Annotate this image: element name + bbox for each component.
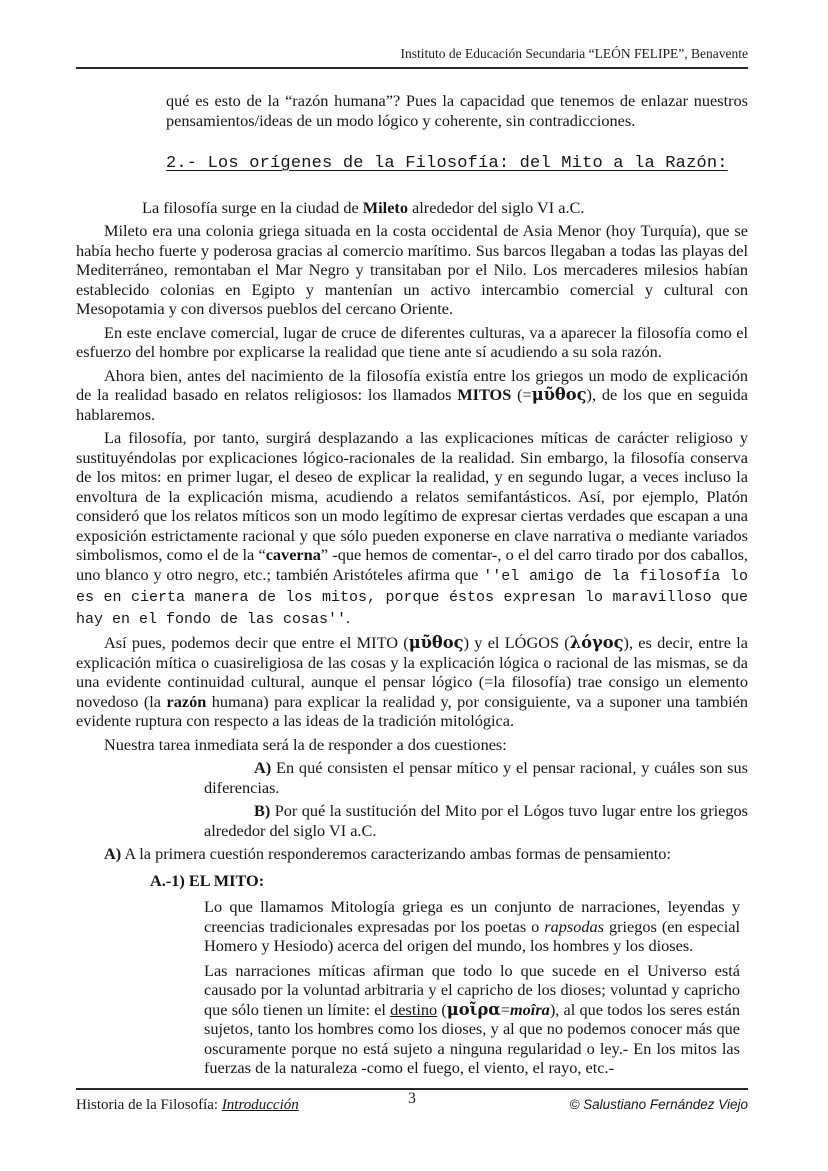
institution-name: Instituto de Educación Secundaria “LEÓN FELIPE”, Benavente bbox=[400, 46, 748, 61]
paragraph-tarea-inmediata: Nuestra tarea inmediata será la de responder a dos cuestiones: bbox=[104, 734, 507, 754]
header-rule bbox=[76, 67, 748, 69]
footer-document-title bbox=[76, 1090, 408, 1114]
question-item-a: A) En qué consisten el pensar mítico y el pensar racional, y cuáles son sus diferencias. bbox=[204, 758, 748, 797]
footer-section-label: Introducción bbox=[221, 1096, 299, 1113]
paragraph-mitos: Ahora bien, antes del nacimiento de la filosofía existía entre los griegos un modo de explicación de la realidad basado en relatos religiosos: los llamados MITOS (=μῦθος), de los que en seguida hablaremos. bbox=[76, 365, 748, 424]
paragraph-mileto-colonia: Mileto era una colonia griega situada en la costa occidental de Asia Menor (hoy Turquía), que se había hecho fuerte y poderosa gracias al comercio marítimo. Sus barcos llegaban a todas las playas del Mediterráneo, remontaban el Mar Negro y transitaban por el Nilo. Los mercaderes milesios habían establecido colonias en Egipto y mantenían un activo intercambio comercial y cultural con Mesopotamia y con diversos pueblos del cercano Oriente. bbox=[76, 221, 748, 318]
paragraph-container bbox=[76, 198, 748, 1078]
question-item-b: B) Por qué la sustitución del Mito por el Lógos tuvo lugar entre los griegos alrededor del siglo VI a.C. bbox=[204, 801, 748, 840]
paragraph-mitologia-griega: Lo que llamamos Mitología griega es un conjunto de narraciones, leyendas y creencias tradicionales expresadas por los poetas o rapsodas griegos (en especial Homero y Hesiodo) acerca del origen del mundo, los hombres y los dioses. bbox=[204, 897, 740, 955]
document-body bbox=[76, 91, 748, 1078]
footer-row bbox=[76, 1090, 748, 1114]
paragraph-narraciones-miticas: Las narraciones míticas afirman que todo lo que sucede en el Universo está causado por la voluntad arbitraria y el capricho de los dioses; voluntad y capricho que sólo tienen un límite: el destino (μοῖρα=moîra), al que todos los seres están sujetos, tanto los hombres como los dioses, y al que no podemos conocer más que oscuramente porque no está sujeto a ninguna regularidad o ley.- En los mitos las fuerzas de la naturaleza -como el fuego, el viento, el rayo, etc.- bbox=[204, 960, 741, 1077]
subheading-el-mito: A.-1) EL MITO: bbox=[150, 870, 265, 890]
page-header bbox=[76, 46, 748, 69]
section-heading bbox=[166, 154, 748, 174]
paragraph-enclave-comercial: En este enclave comercial, lugar de cruce de diferentes culturas, va a aparecer la filosofía como el esfuerzo del hombre por explicarse la realidad que tiene ante sí acudiendo a su sola razón. bbox=[76, 322, 748, 361]
page-number: 3 bbox=[408, 1089, 416, 1107]
section-heading-text: 2.- Los orígenes de la Filosofía: del Mito a la Razón: bbox=[166, 154, 728, 173]
paragraph-filosofia-desplaza-mitos: La filosofía, por tanto, surgirá desplazando a las explicaciones míticas de carácter religioso y sustituyéndolas por explicaciones lógico-racionales de la realidad. Sin embargo, la filosofía conserva de los mitos: en primer lugar, el deseo de explicar la realidad, y en segundo lugar, a veces incluso la envoltura de la explicación misma, acudiendo a relatos semifantásticos. Así, por ejemplo, Platón consideró que los relatos míticos son un modo legítimo de expresar ciertas verdades que escapan a una exposición estrictamente racional y que sólo pueden exponerse en clave narrativa o mediante variados simbolismos, como el de la “caverna” -que hemos de comentar-, o el del carro tirado por dos caballos, uno blanco y otro negro, etc.; también Aristóteles afirma que ''el amigo de la filosofía lo es en cierta manera de los mitos, porque éstos expresan lo maravilloso que hay en el fondo de las cosas''. bbox=[76, 428, 749, 628]
copyright-notice: © Salustiano Fernández Viejo bbox=[569, 1096, 748, 1112]
paragraph-mito-logos: Así pues, podemos decir que entre el MITO (μῦθος) y el LÓGOS (λόγος), es decir, entre la explicación mítica o cuasireligiosa de las cosas y la explicación lógica o racional de las mismas, se da una evidente continuidad cultural, aunque el pensar lógico (=la filosofía) trae consigo un elemento novedoso (la razón humana) para explicar la realidad y, por consiguiente, va a suponer una también evidente ruptura con respecto a las ideas de la tradición mitológica. bbox=[76, 633, 749, 730]
paragraph-intro: qué es esto de la “razón humana”? Pues la capacidad que tenemos de enlazar nuestros pensamientos/ideas de un modo lógico y coherente, sin contradicciones. bbox=[166, 91, 748, 130]
footer-series-title: Historia de la Filosofía: bbox=[76, 1096, 219, 1113]
page-footer bbox=[76, 1088, 748, 1114]
paragraph-primera-cuestion: A) A la primera cuestión responderemos caracterizando ambas formas de pensamiento: bbox=[104, 844, 671, 863]
paragraph-filosofia-surge: La filosofía surge en la ciudad de Mileto alrededor del siglo VI a.C. bbox=[142, 197, 585, 217]
